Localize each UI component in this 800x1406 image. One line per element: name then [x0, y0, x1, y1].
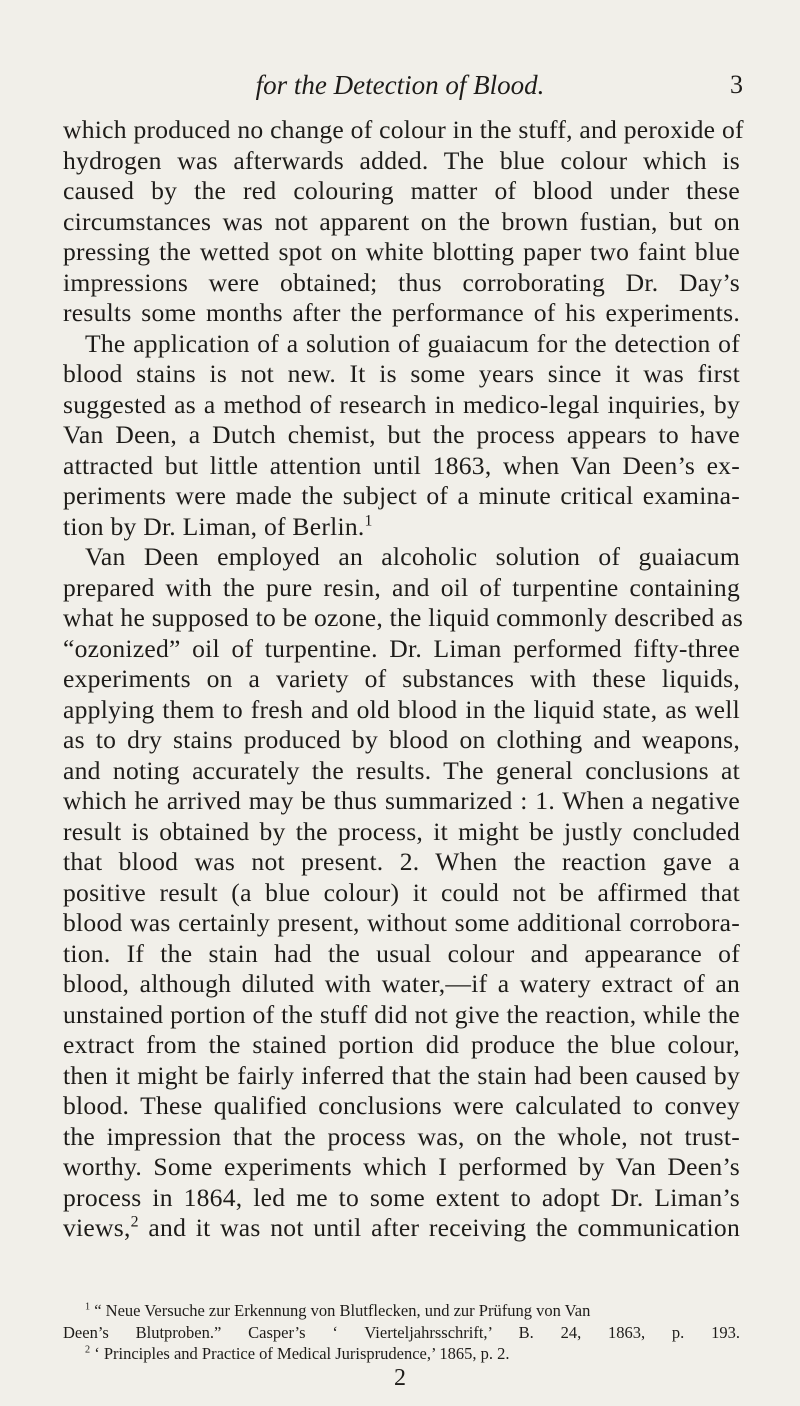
- page-number: 3: [730, 70, 743, 99]
- text-line: then it might be fairly inferred that the stain had been caused by: [63, 1060, 740, 1090]
- text-line: positive result (a blue colour) it could not be affirmed that: [63, 877, 740, 907]
- text-line: applying them to fresh and old blood in the liquid state, as well: [63, 694, 740, 724]
- text-line: result is obtained by the process, it might be justly concluded: [63, 816, 740, 846]
- text-line: periments were made the subject of a minute critical examina-: [63, 481, 740, 510]
- text-line: Van Deen employed an alcoholic solution of guaiacum: [85, 542, 740, 571]
- text-line: unstained portion of the stuff did not give the reaction, while the: [63, 999, 740, 1029]
- text-line: which he arrived may be thus summarized : 1. When a negative: [63, 786, 740, 815]
- line-text: tion by Dr. Liman, of Berlin.: [63, 511, 365, 541]
- text-line: “ozonized” oil of turpentine. Dr. Liman performed fifty-three: [63, 633, 740, 663]
- text-line: [63, 1213, 740, 1244]
- text-line: extract from the stained portion did produce the blue colour,: [63, 1030, 740, 1059]
- footnote-number: 2: [85, 1344, 91, 1356]
- text-line: prepared with the pure resin, and oil of turpentine containing: [63, 572, 740, 602]
- text-line: Van Deen, a Dutch chemist, but the process appears to have: [63, 420, 740, 449]
- text-line: experiments on a variety of substances with these liquids,: [63, 664, 740, 693]
- footnote: [63, 1300, 740, 1322]
- text-line: The application of a solution of guaiacum for the detection of: [85, 328, 740, 358]
- text-line: [63, 512, 740, 543]
- text-line: circumstances was not apparent on the brown fustian, but on: [63, 206, 740, 236]
- footnote-continuation: Deen’s Blutproben.” Casper’s ‘ Vierteljahrsschrift,’ B. 24, 1863, p. 193.: [63, 1322, 740, 1342]
- text-line: the impression that the process was, on the whole, not trust-: [63, 1121, 740, 1151]
- text-line: suggested as a method of research in medico-legal inquiries, by: [63, 389, 740, 419]
- text-line: tion. If the stain had the usual colour and appearance of: [63, 938, 740, 968]
- signature-mark: 2: [394, 1365, 406, 1391]
- footnote-number: 1: [85, 1301, 91, 1313]
- text-line: blood. These qualified conclusions were calculated to convey: [63, 1091, 740, 1120]
- body-text: [63, 115, 744, 1244]
- text-line: blood, although diluted with water,—if a watery extract of an: [63, 969, 740, 998]
- text-line: attracted but little attention until 1863, when Van Deen’s ex-: [63, 450, 740, 480]
- footnote-ref: 1: [364, 511, 373, 529]
- text-line: hydrogen was afterwards added. The blue colour which is: [63, 145, 740, 175]
- footnote-text: ‘ Principles and Practice of Medical Jurisprudence,’ 1865, p. 2.: [94, 1344, 510, 1363]
- footnote: [63, 1343, 740, 1365]
- text-line: impressions were obtained; thus corroborating Dr. Day’s: [63, 267, 740, 297]
- line-text: and it was not until after receiving the communication: [148, 1213, 740, 1242]
- running-head: for the Detection of Blood.: [255, 70, 545, 100]
- text-line: worthy. Some experiments which I performed by Van Deen’s: [63, 1152, 740, 1181]
- text-line: and noting accurately the results. The general conclusions at: [63, 755, 740, 785]
- footnote-ref: 2: [130, 1213, 139, 1231]
- text-line: what he supposed to be ozone, the liquid commonly described as: [63, 603, 744, 632]
- page-header: [0, 70, 800, 110]
- text-line: as to dry stains produced by blood on clothing and weapons,: [63, 725, 740, 754]
- text-line: that blood was not present. 2. When the reaction gave a: [63, 847, 740, 876]
- footnotes: [63, 1300, 740, 1365]
- line-text: views,: [63, 1213, 131, 1242]
- text-line: blood stains is not new. It is some years since it was first: [63, 359, 740, 388]
- footnote-text: “ Neue Versuche zur Erkennung von Blutflecken, und zur Prüfung von Van: [94, 1301, 591, 1320]
- text-line: blood was certainly present, without some additional corrobora-: [63, 908, 740, 937]
- text-line: results some months after the performance of his experiments.: [63, 298, 740, 327]
- text-line: pressing the wetted spot on white blotting paper two faint blue: [63, 237, 740, 266]
- text-line: caused by the red colouring matter of blood under these: [63, 176, 740, 205]
- text-line: process in 1864, led me to some extent to adopt Dr. Liman’s: [63, 1182, 740, 1212]
- text-line: which produced no change of colour in the stuff, and peroxide of: [63, 115, 744, 144]
